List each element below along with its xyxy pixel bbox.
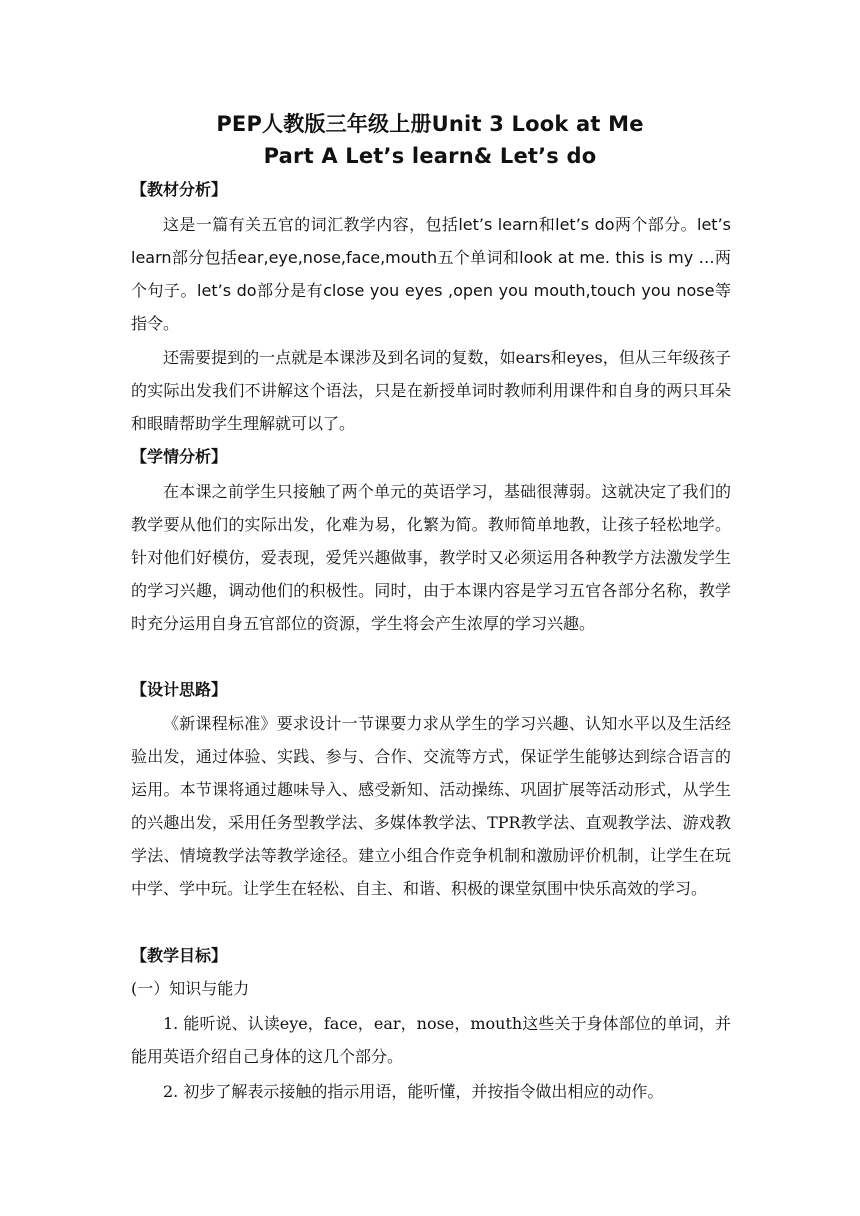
document-subtitle: Part A Let’s learn& Let’s do (263, 144, 597, 168)
paragraph-student-analysis: 在本课之前学生只接触了两个单元的英语学习，基础很薄弱。这就决定了我们的教学要从他们的实际出发，化难为易，化繁为简。教师简单地教，让孩子轻松地学。针对他们好模仿，爱表现，爱凭兴趣做事，教学时又必须运用各种教学方法激发学生的学习兴趣，调动他们的积极性。同时，由于本课内容是学习五官各部分名称，教学时充分运用自身五官部位的资源，学生将会产生浓厚的学习兴趣。 (131, 482, 731, 633)
section-heading-teaching-goals: 【教学目标】 (131, 946, 228, 965)
paragraph-material-analysis-1: 这是一篇有关五官的词汇教学内容，包括let’s learn和let’s do两个部分。let’s learn部分包括ear,eye,nose,face,mouth五个单词和look at me. this is my …两个句子。let’s do部分是有close you eyes ,open you mouth,touch you nose等指令。 (131, 215, 731, 333)
goal-item-1: 1. 能听说、认读eye，face，ear，nose，mouth这些关于身体部位的单词，并能用英语介绍自己身体的这几个部分。 (131, 1014, 731, 1066)
paragraph-material-analysis-2: 还需要提到的一点就是本课涉及到名词的复数，如ears和eyes，但从三年级孩子的实际出发我们不讲解这个语法，只是在新授单词时教师利用课件和自身的两只耳朵和眼睛帮助学生理解就可以了。 (131, 348, 731, 433)
paragraph-design-ideas: 《新课程标准》要求设计一节课要力求从学生的学习兴趣、认知水平以及生活经验出发，通过体验、实践、参与、合作、交流等方式，保证学生能够达到综合语言的运用。本节课将通过趣味导入、感受新知、活动操练、巩固扩展等活动形式，从学生的兴趣出发，采用任务型教学法、多媒体教学法、TPR教学法、直观教学法、游戏教学法、情境教学法等教学途径。建立小组合作竞争机制和激励评价机制，让学生在玩中学、学中玩。让学生在轻松、自主、和谐、积极的课堂氛围中快乐高效的学习。 (131, 714, 731, 898)
section-heading-design-ideas: 【设计思路】 (131, 680, 228, 699)
section-heading-student-analysis: 【学情分析】 (131, 447, 228, 466)
document-title: PEP人教版三年级上册Unit 3 Look at Me (216, 112, 644, 136)
subheading-knowledge-ability: (一）知识与能力 (131, 979, 250, 998)
section-heading-material-analysis: 【教材分析】 (131, 180, 228, 199)
goal-item-2: 2. 初步了解表示接触的指示用语，能听懂，并按指令做出相应的动作。 (163, 1082, 664, 1101)
